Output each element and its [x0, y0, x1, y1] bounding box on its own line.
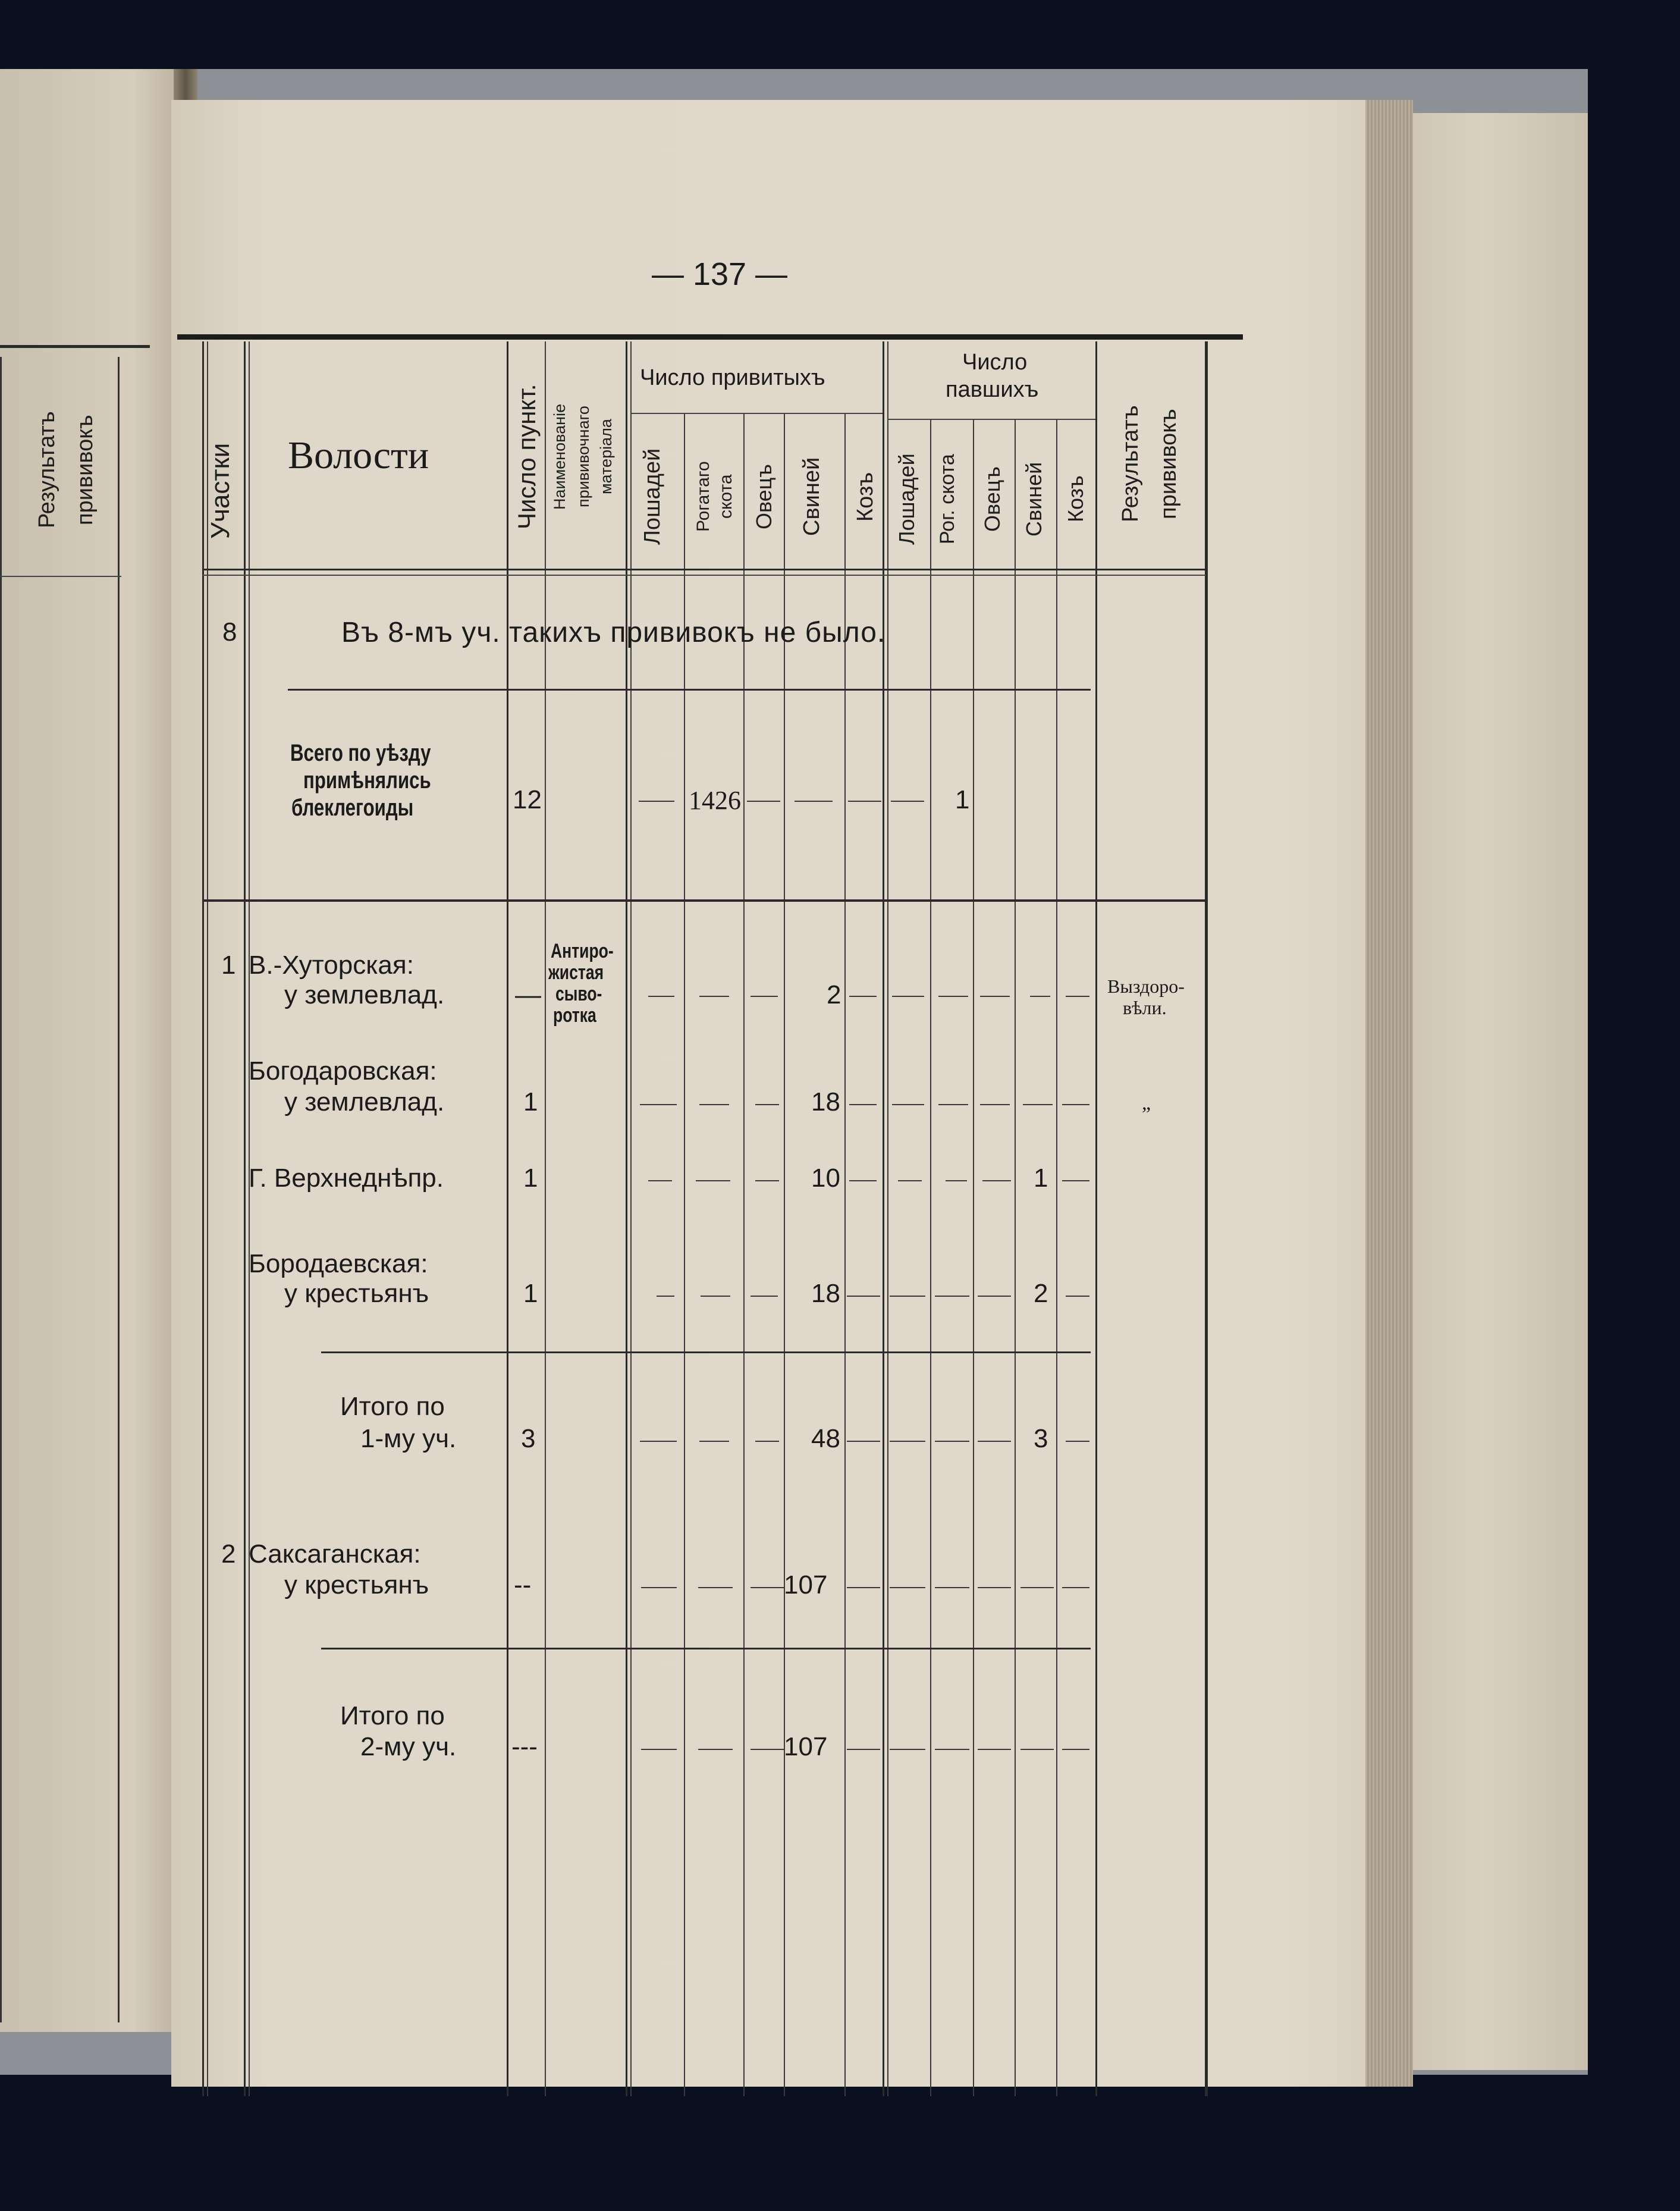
row-pav-svinei: 2: [1034, 1279, 1048, 1308]
col-line-left-double: [207, 341, 208, 2096]
dash: [982, 1180, 1011, 1181]
dash: [891, 801, 924, 802]
dash: [1030, 996, 1050, 997]
dash: [1062, 1749, 1089, 1750]
left-page-top-rule: [0, 345, 150, 348]
header-rezultat-1: Результатъ: [1118, 405, 1143, 523]
dash: [1062, 1587, 1089, 1588]
dash: [978, 1749, 1011, 1750]
row-punkt: 1: [523, 1163, 538, 1193]
row-svinei: 2: [827, 980, 841, 1009]
uchastok-number: 8: [222, 617, 237, 647]
dash: [848, 801, 881, 802]
row-svinei: 107: [784, 1570, 828, 1600]
dash: [890, 1441, 925, 1442]
header-pavshih-koz: Козъ: [1063, 475, 1088, 523]
total-uezd-pavshih-rog: 1: [955, 785, 970, 814]
header-privityh-rogatago-2: скота: [716, 474, 736, 519]
dash: [641, 1587, 677, 1588]
total-uezd-rogatago: 1426: [689, 786, 741, 815]
dash: [898, 1180, 922, 1181]
header-bottom-rule: [202, 569, 1206, 570]
subtotal-rule: [321, 1648, 1091, 1649]
header-privityh-svinei: Свиней: [799, 457, 824, 537]
col-line-pav-ovets: [1015, 419, 1016, 2096]
dash: [980, 1104, 1010, 1105]
col-line-loshadei: [684, 413, 685, 2096]
note-uch8: Въ 8-мъ уч. такихъ прививокъ не было.: [341, 617, 886, 648]
header-privityh-loshadei: Лошадей: [640, 448, 665, 545]
dash: [648, 996, 674, 997]
col-line-pav-koz: [1095, 341, 1097, 2096]
material-line2: жистая: [548, 961, 604, 984]
dash: [699, 1441, 729, 1442]
row-punkt: —: [515, 980, 541, 1009]
col-line-left: [202, 341, 204, 2096]
group-rule-privityh: [630, 413, 883, 414]
dash: [847, 1441, 880, 1442]
dash: [1062, 1104, 1089, 1105]
table-top-rule: [177, 334, 1243, 340]
header-uchastki: Участки: [206, 443, 235, 539]
col-line-svinei: [844, 413, 846, 2096]
header-pavshih-ovets: Овецъ: [980, 466, 1004, 532]
material-line4: ротка: [553, 1004, 596, 1027]
volost-name: Саксаганская:: [249, 1539, 421, 1569]
subtotal-label-2: 1-му уч.: [360, 1424, 457, 1453]
dash: [1066, 996, 1089, 997]
dash: [1066, 1296, 1089, 1297]
dash: [938, 996, 968, 997]
dash: [1020, 1587, 1054, 1588]
total-uezd-label-2: примѣнялись: [303, 767, 431, 794]
dash: [698, 1587, 733, 1588]
row-pav-svinei: 1: [1034, 1163, 1048, 1193]
dash: [699, 1104, 729, 1105]
dash: [747, 801, 780, 802]
row-punkt: --: [514, 1570, 532, 1600]
dash: [698, 1749, 733, 1750]
dash: [847, 1749, 880, 1750]
dash: [849, 1104, 877, 1105]
volost-sub: у крестьянъ: [284, 1279, 429, 1308]
dash: [892, 1104, 924, 1105]
left-page-header-line1: Результатъ: [34, 411, 59, 529]
row-svinei: 18: [811, 1279, 840, 1308]
volost-sub: у землевлад.: [284, 980, 445, 1009]
dash: [890, 1296, 925, 1297]
material-line1: Антиро-: [551, 940, 614, 962]
dash: [978, 1441, 1011, 1442]
row-punkt: 1: [523, 1087, 538, 1117]
volost-name: Бородаевская:: [249, 1249, 428, 1278]
dash: [938, 1104, 968, 1105]
dash: [946, 1180, 967, 1181]
dash: [847, 1296, 880, 1297]
dash: [640, 1441, 677, 1442]
subtotal-label-1: Итого по: [340, 1701, 445, 1730]
col-line-pav-rog: [973, 419, 974, 2096]
total-uezd-label-3: блеклегоиды: [291, 795, 414, 821]
header-pavshih-svinei: Свиней: [1022, 462, 1046, 537]
material-line3: сыво-: [555, 983, 602, 1005]
row-punkt: ---: [511, 1732, 538, 1761]
dash: [935, 1749, 969, 1750]
dash: [639, 801, 674, 802]
dash: [755, 1180, 779, 1181]
header-rezultat-2: прививокъ: [1156, 409, 1181, 519]
dash: [978, 1296, 1011, 1297]
group-rule-pavshih: [887, 419, 1095, 420]
dash: [849, 1180, 877, 1181]
result-text-1: Выздоро-: [1107, 976, 1185, 997]
left-page: [0, 69, 189, 2032]
dash: [1023, 1104, 1053, 1105]
col-line-material: [626, 341, 627, 2096]
dash: [750, 996, 778, 997]
col-line-rogatago: [743, 413, 745, 2096]
col-line-pav-svinei: [1056, 419, 1057, 2096]
col-line-right: [1205, 341, 1208, 2096]
dash: [641, 1749, 677, 1750]
col-line-pav-loshadei: [930, 419, 931, 2096]
book-back-board: [1413, 113, 1588, 2070]
header-chislo-privityh: Число привитыхъ: [640, 365, 825, 390]
left-page-column-line: [0, 357, 2, 2022]
row-svinei: 48: [811, 1424, 840, 1453]
dash: [890, 1749, 925, 1750]
result-text-2: вѣли.: [1123, 997, 1167, 1018]
col-line-koz: [883, 341, 884, 2096]
dash: [935, 1296, 969, 1297]
dash: [980, 996, 1010, 997]
total-uezd-punkt: 12: [513, 785, 542, 814]
dash: [755, 1104, 779, 1105]
volost-sub: у крестьянъ: [284, 1570, 429, 1600]
header-privityh-rogatago-1: Рогатаго: [693, 461, 713, 532]
header-privityh-koz: Козъ: [853, 472, 878, 522]
col-line-uchastki-double: [249, 341, 250, 2096]
dash: [892, 996, 924, 997]
dash: [795, 801, 833, 802]
volost-name: Богодаровская:: [249, 1056, 437, 1086]
col-line-ovets: [784, 413, 785, 2096]
section-rule-thick: [202, 899, 1206, 902]
dash: [978, 1587, 1011, 1588]
subtotal-label-2: 2-му уч.: [360, 1732, 457, 1761]
dash: [750, 1749, 784, 1750]
page-number: — 137 —: [651, 256, 788, 292]
volost-name: В.-Хуторская:: [249, 951, 414, 980]
dash: [657, 1296, 674, 1297]
uchastok-number: 1: [221, 951, 236, 980]
row-svinei: 107: [784, 1732, 828, 1761]
header-pavshih-loshadei: Лошадей: [894, 453, 919, 545]
header-volosti: Волости: [288, 434, 429, 477]
row-punkt: 1: [523, 1279, 538, 1308]
header-chislo-pavshih-2: павшихъ: [946, 377, 1039, 402]
dash: [648, 1180, 672, 1181]
header-naimenovanie-3: матеріала: [597, 419, 615, 494]
dash: [849, 996, 877, 997]
dash: [1062, 1180, 1089, 1181]
volost-sub: у землевлад.: [284, 1087, 445, 1117]
left-page-column-line: [118, 357, 120, 2022]
header-naimenovanie-1: Наименованіе: [551, 403, 569, 510]
header-pavshih-rog: Рог. скота: [936, 454, 959, 544]
dash: [640, 1104, 677, 1105]
col-line-uchastki: [244, 341, 246, 2096]
header-chislo-pavshih-1: Число: [962, 350, 1028, 375]
dash: [696, 1180, 730, 1181]
row-svinei: 18: [811, 1087, 840, 1117]
dash: [890, 1587, 925, 1588]
header-privityh-ovets: Овецъ: [752, 464, 776, 529]
dash: [847, 1587, 880, 1588]
left-page-header-line2: прививокъ: [73, 415, 98, 525]
uchastok-number: 2: [221, 1539, 236, 1569]
col-line-volosti: [507, 341, 508, 2096]
page-edges: [1365, 100, 1413, 2087]
row-punkt: 3: [521, 1424, 536, 1453]
dash: [935, 1441, 969, 1442]
col-line-punkt: [545, 341, 546, 2096]
col-line-koz-double: [887, 341, 888, 2096]
left-page-header-rule: [0, 576, 121, 577]
row-svinei: 10: [811, 1163, 840, 1193]
dash: [750, 1587, 784, 1588]
dash: [699, 996, 729, 997]
dash: [750, 1296, 778, 1297]
volost-name: Г. Верхнеднѣпр.: [249, 1163, 444, 1193]
dash: [755, 1441, 779, 1442]
dash: [935, 1587, 969, 1588]
header-naimenovanie-2: прививочнаго: [574, 406, 592, 507]
dash: [701, 1296, 730, 1297]
section-rule: [288, 689, 1091, 691]
subtotal-label-1: Итого по: [340, 1392, 445, 1421]
row-pav-svinei: 3: [1034, 1424, 1048, 1453]
total-uezd-label-1: Всего по уѣзду: [290, 740, 431, 766]
dash: [1020, 1749, 1054, 1750]
col-line-material-double: [630, 341, 632, 2096]
ditto-mark: „: [1142, 1092, 1151, 1114]
subtotal-rule: [321, 1351, 1091, 1353]
header-chislo-punkt: Число пункт.: [513, 384, 541, 529]
dash: [1066, 1441, 1089, 1442]
header-bottom-rule-double: [202, 575, 1206, 576]
